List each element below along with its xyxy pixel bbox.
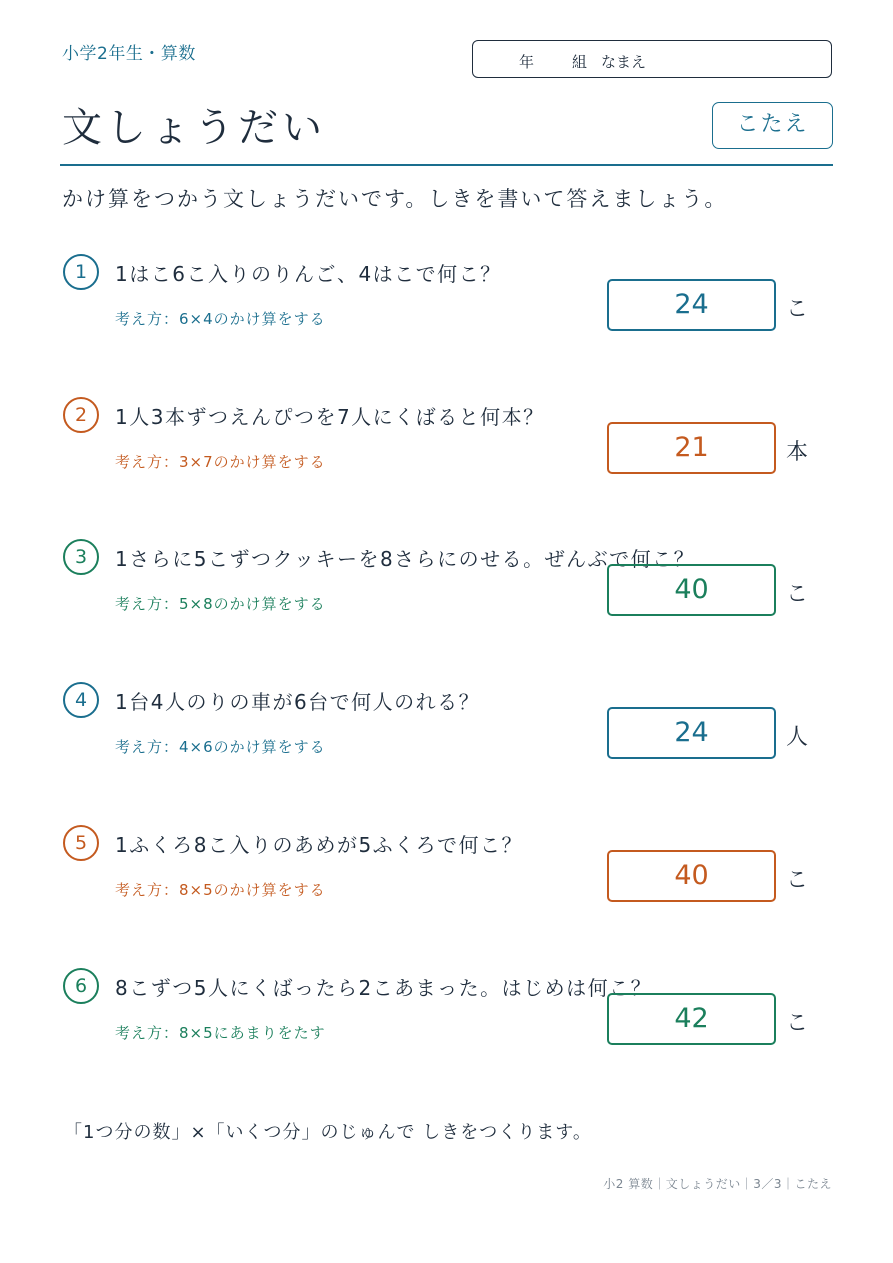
problem-1 xyxy=(0,254,893,364)
answer-unit: こ xyxy=(786,297,809,322)
answer-box: 24 xyxy=(607,279,776,331)
name-box xyxy=(472,40,832,78)
answer-unit: 本 xyxy=(786,440,809,465)
answer-unit: 人 xyxy=(786,725,809,750)
class-label: 組 xyxy=(572,53,588,71)
answer-unit: こ xyxy=(786,868,809,893)
problem-number: 6 xyxy=(63,968,99,1004)
problem-question: 1ふくろ8こ入りのあめが5ふくろで何こ？ xyxy=(115,833,523,857)
problem-hint: 考え方：8×5にあまりをたす xyxy=(115,1024,326,1042)
answer-unit: こ xyxy=(786,582,809,607)
problem-number: 5 xyxy=(63,825,99,861)
problem-hint: 考え方：6×4のかけ算をする xyxy=(115,310,326,328)
problem-number: 1 xyxy=(63,254,99,290)
answer-unit: こ xyxy=(786,1011,809,1036)
name-label: なまえ xyxy=(601,53,647,71)
method-note: 「1つ分の数」×「いくつ分」のじゅんで しきをつくります。 xyxy=(64,1122,592,1143)
problem-question: 1さらに5こずつクッキーを8さらにのせる。ぜんぶで何こ？ xyxy=(115,547,696,571)
problem-number: 2 xyxy=(63,397,99,433)
answer-box: 40 xyxy=(607,564,776,616)
page-footer: 小2 算数｜文しょうだい｜3／3｜こたえ xyxy=(603,1177,832,1191)
problem-hint: 考え方：3×7のかけ算をする xyxy=(115,453,326,471)
answer-box: 40 xyxy=(607,850,776,902)
title-divider xyxy=(60,164,833,166)
problem-hint: 考え方：4×6のかけ算をする xyxy=(115,738,326,756)
answer-box: 42 xyxy=(607,993,776,1045)
answer-box: 21 xyxy=(607,422,776,474)
problem-6 xyxy=(0,968,893,1078)
problem-question: 1台4人のりの車が6台で何人のれる？ xyxy=(115,690,481,714)
grade-subject-label: 小学2年生・算数 xyxy=(62,44,196,64)
problem-question: 1はこ6こ入りのりんご、4はこで何こ？ xyxy=(115,262,502,286)
problem-number: 4 xyxy=(63,682,99,718)
problem-4 xyxy=(0,682,893,792)
problem-question: 8こずつ5人にくばったら2こあまった。はじめは何こ？ xyxy=(115,976,653,1000)
instructions: かけ算をつかう文しょうだいです。しきを書いて答えましょう。 xyxy=(62,187,728,211)
page-title: 文しょうだい xyxy=(62,105,326,151)
problem-3 xyxy=(0,539,893,649)
year-label: 年 xyxy=(519,53,535,71)
problem-hint: 考え方：8×5のかけ算をする xyxy=(115,881,326,899)
problem-hint: 考え方：5×8のかけ算をする xyxy=(115,595,326,613)
problem-number: 3 xyxy=(63,539,99,575)
problem-5 xyxy=(0,825,893,935)
answer-badge: こたえ xyxy=(712,102,833,149)
problem-question: 1人3本ずつえんぴつを7人にくばると何本？ xyxy=(115,405,545,429)
answer-box: 24 xyxy=(607,707,776,759)
problem-2 xyxy=(0,397,893,507)
